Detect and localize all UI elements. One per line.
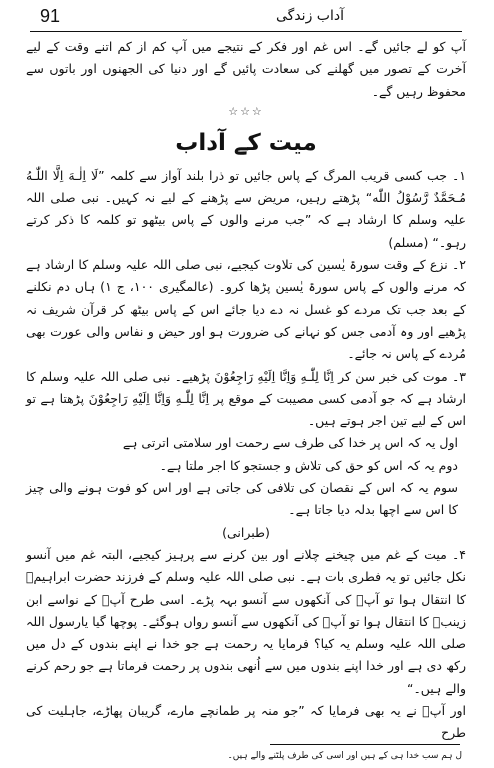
- footnote-text: ہم سب خدا ہی کے ہیں اور اسی کی طرف پلٹنے والے ہیں۔: [227, 751, 453, 761]
- page-content: [26, 36, 466, 745]
- running-title: آداب زندگی: [276, 8, 344, 24]
- section-heading: میت کے آداب: [175, 129, 317, 156]
- paragraph-5: اور آپؐ نے یہ بھی فرمایا کہ ”جو منہ پر طمانچے مارے، گریبان پھاڑے، جاہلیت کی طرح: [26, 703, 466, 741]
- footnote: [26, 749, 462, 763]
- page-header: [0, 0, 494, 40]
- reward-source: (طبرانی): [222, 524, 270, 540]
- paragraph-2: ۲۔ نزع کے وقت سورۃ یٰسین کی تلاوت کیجیے، نبی صلی اللہ علیہ وسلم کا ارشاد ہے کہ مرنے والوں کے پاس سورۃ یٰسین پڑھا کرو۔ (عالمگیری ۱۰۰، ج ۱) ہاں دم نکلنے کے بعد جب تک مردے کو غسل نہ دے دیا جائے اس کے پاس بیٹھ کر قرآن شریف نہ پڑھیے اور وہ آدمی جس کو نہانے کی ضرورت ہو اور حیض و نفاس والی عورت بھی مُردے کے پاس نہ جائے۔: [26, 257, 466, 362]
- footnote-rule: [270, 744, 460, 745]
- intro-paragraph: آپ کو لے جائیں گے۔ اس غم اور فکر کے نتیجے میں آپ کم از کم اتنے وقت کے لیے آخرت کے تصور میں گھلنے کی سعادت پائیں گے اور دنیا کی الجھنوں اور باتوں سے محفوظ رہیں گے۔: [26, 39, 466, 99]
- reward-first: اول یہ کہ اس پر خدا کی طرف سے رحمت اور سلامتی اترتی ہے: [122, 435, 458, 451]
- reward-third: سوم یہ کہ اس کے نقصان کی تلافی کی جاتی ہے اور اس کو فوت ہونے والی چیز کا اس سے اچھا بدلہ دیا جاتا ہے۔: [26, 480, 458, 518]
- page-number: 91: [39, 6, 61, 26]
- footnote-marker: ل: [455, 751, 462, 761]
- section-divider-stars: ☆☆☆: [228, 104, 264, 118]
- paragraph-3: ۳۔ موت کی خبر سن کر اِنَّا لِلّٰـهِ وَاِنَّا اِلَیْهِ رَاجِعُوْنَ پڑھیے۔ نبی صلی اللہ علیہ وسلم کا ارشاد ہے کہ جو آدمی کسی مصیبت کے موقع پر اِنَّا لِلّٰـهِ وَاِنَّا اِلَیْهِ رَاجِعُوْنَ پڑھتا ہے تو اس کے لیے تین اجر ہوتے ہیں۔: [26, 368, 466, 429]
- paragraph-1: ۱۔ جب کسی قریب المرگ کے پاس جائیں تو ذرا بلند آواز سے کلمہ ”لَا اِلٰـهَ اِلَّا اللّٰـهُ مُـحَمَّدٌ رَّسُوْلُ اللّٰه“ پڑھتے رہیں، مریض سے پڑھنے کے لیے نہ کہیں۔ نبی صلی اللہ علیہ وسلم کا ارشاد ہے کہ ”جب مرنے والوں کے پاس بیٹھو تو کلمہ کا ذکر کرتے رہو۔“ (مسلم): [26, 167, 466, 250]
- paragraph-4: ۴۔ میت کے غم میں چیخنے چلانے اور بین کرنے سے پرہیز کیجیے، البتہ غم میں آنسو نکل جائیں تو یہ فطری بات ہے۔ نبی صلی اللہ علیہ وسلم کے فرزند حضرت ابراہیمؑ کا انتقال ہوا تو آپؐ کی آنکھوں سے آنسو بہہ پڑے۔ اسی طرح آپؐ کے نواسے ابن زینبؓ کا انتقال ہوا تو آپؐ کی آنکھوں سے آنسو رواں ہوگئے۔ پوچھا گیا یارسول اللہ صلی اللہ علیہ وسلم یہ کیا؟ فرمایا یہ رحمت ہے جو خدا نے اپنے بندوں کے دل میں رکھ دی ہے اور خدا اپنے بندوں میں سے اُنھی بندوں پر رحمت فرماتا ہے جو رحم کرنے والے ہیں۔“: [26, 546, 466, 696]
- header-rule: [30, 31, 462, 32]
- reward-second: دوم یہ کہ اس کو حق کی تلاش و جستجو کا اجر ملتا ہے۔: [159, 457, 458, 473]
